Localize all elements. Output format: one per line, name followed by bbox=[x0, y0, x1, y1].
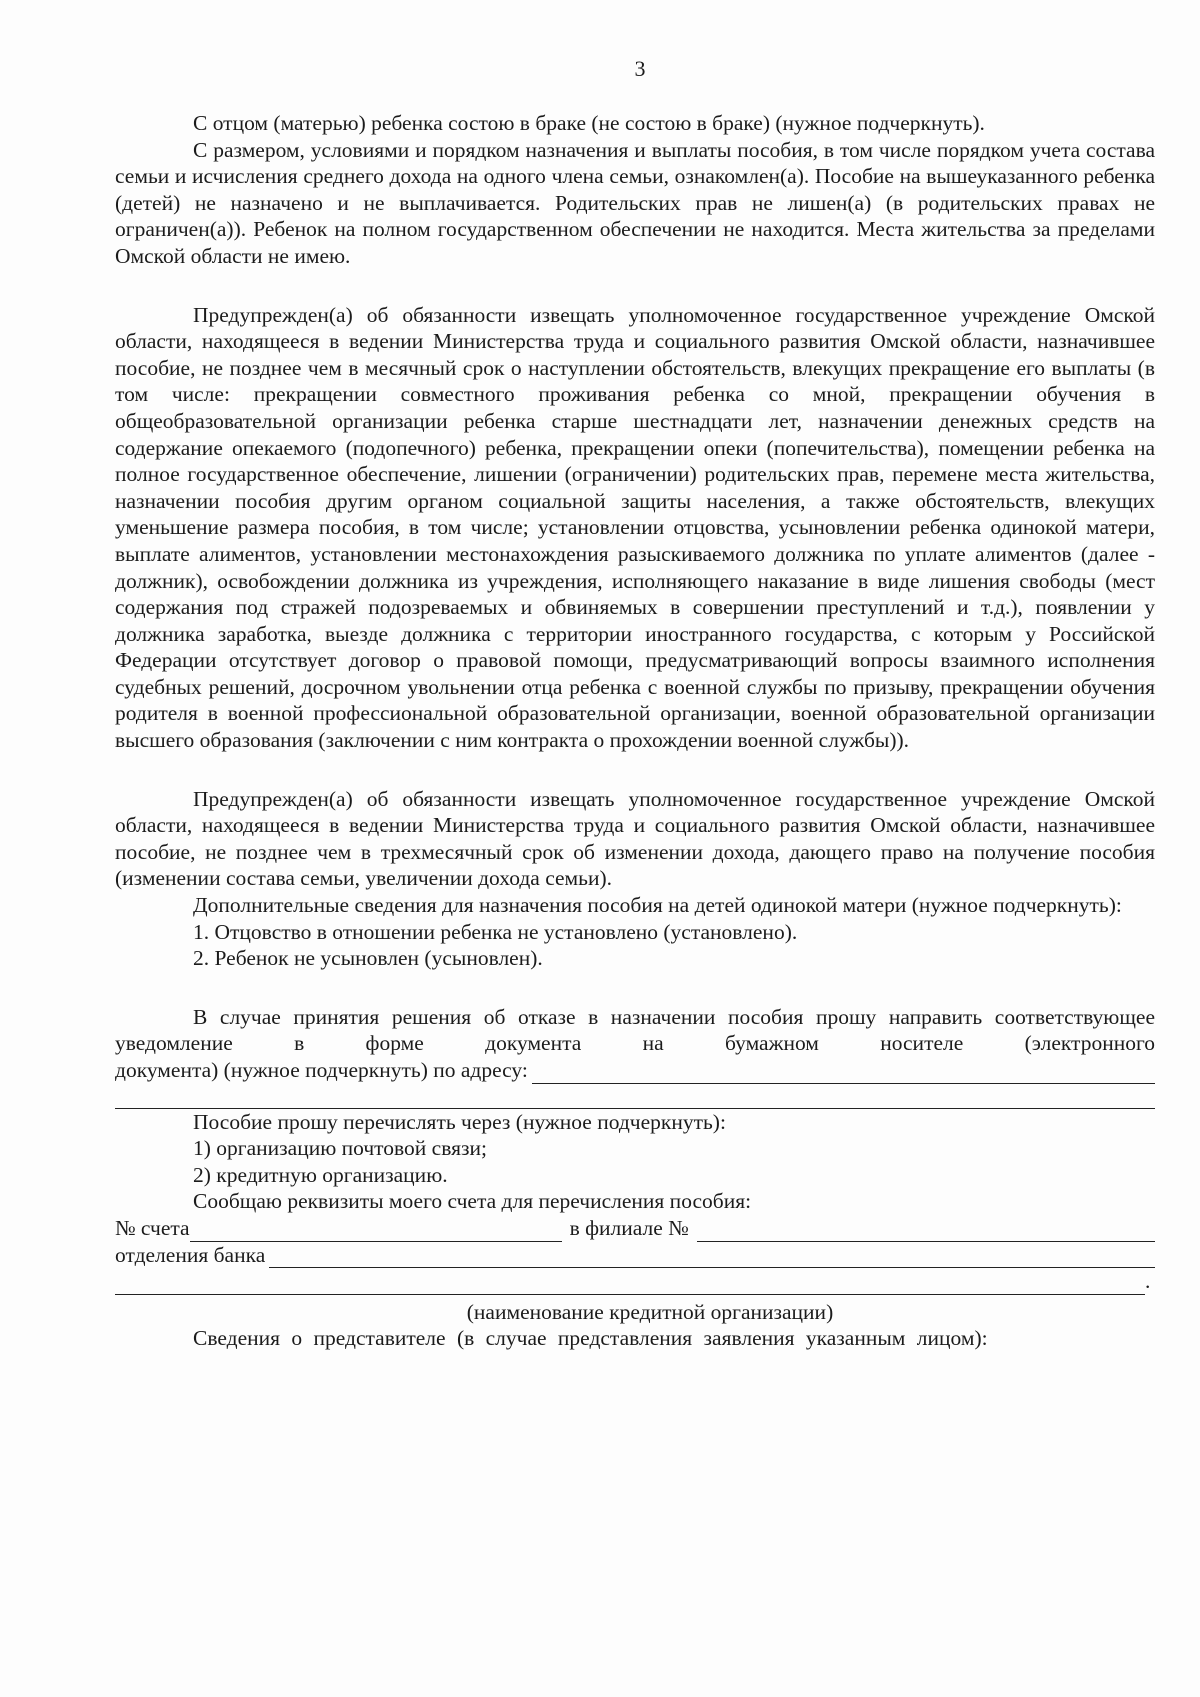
branch-number-field[interactable] bbox=[697, 1223, 1155, 1242]
account-intro: Сообщаю реквизиты моего счета для перечисления пособия: bbox=[193, 1189, 752, 1214]
page-number: 3 bbox=[634, 56, 646, 81]
refusal-notice-paragraph: В случае принятия решения об отказе в назначении пособия прошу направить соответствующее уведомление в форме документа на бумажном носителе (электронного bbox=[115, 1004, 1155, 1056]
transfer-option-post: 1) организацию почтовой связи; bbox=[193, 1136, 487, 1161]
bank-department-label: отделения банка bbox=[115, 1242, 266, 1267]
account-number-field[interactable] bbox=[190, 1223, 562, 1242]
monthly-warning-paragraph: Предупрежден(а) об обязанности извещать уполномоченное государственное учреждение Омской области, находящееся в ведении Министерства труда и социального развития Омской области, назначившее пособие, не позднее чем в месячный срок о наступлении обстоятельств, влекущих прекращение его выплаты (в том числе: прекращении совместного проживания ребенка со мной, прекращении обучения в общеобразовательной организации ребенка старше шестнадцати лет, назначении денежных средств на содержание опекаемого (подопечного) ребенка, прекращении опеки (попечительства), помещении ребенка на полное государственное обеспечение, лишении (ограничении) родительских прав, перемене места жительства, назначении пособия другим органом социальной защиты населения, а также обстоятельств, влекущих уменьшение размера пособия, в том числе; установлении отцовства, усыновлении ребенка одинокой матери, выплате алиментов, установлении местонахождения разыскиваемого должника по уплате алиментов (далее - должник), освобождении должника из учреждения, исполняющего наказание в виде лишения свободы (мест содержания под стражей подозреваемых и обвиняемых в совершении преступлений и т.д.), появлении у должника заработка, выезде должника с территории иностранного государства, с которым у Российской Федерации отсутствует договор о правовой помощи, предусматривающий вопросы взаимного исполнения судебных решений, досрочном увольнении отца ребенка с военной службы по призыву, прекращении обучения родителя в военной профессиональной образовательной организации, военной образовательной организации высшего образования (заключении с ним контракта о прохождении военной службы)). bbox=[115, 302, 1155, 753]
credit-org-caption: (наименование кредитной организации) bbox=[466, 1299, 834, 1324]
quarterly-warning-paragraph: Предупрежден(а) об обязанности извещать уполномоченное государственное учреждение Омской области, находящееся в ведении Министерства труда и социального развития Омской области, назначившее пособие, не позднее чем в трехмесячный срок об изменении дохода, дающего право на получение пособия (изменении состава семьи, увеличении дохода семьи). bbox=[115, 786, 1155, 891]
transfer-intro: Пособие прошу перечислять через (нужное подчеркнуть): bbox=[193, 1109, 726, 1134]
account-number-label: № счета bbox=[115, 1215, 190, 1240]
bank-department-field[interactable] bbox=[269, 1249, 1155, 1268]
credit-org-field[interactable] bbox=[115, 1276, 1145, 1295]
marriage-status-paragraph: С отцом (матерью) ребенка состою в браке (не состою в браке) (нужное подчеркнуть). bbox=[193, 111, 985, 135]
document-body bbox=[115, 110, 1155, 1352]
representative-info-heading: Сведения о представителе (в случае представления заявления указанным лицом): bbox=[193, 1326, 988, 1351]
trailing-period: . bbox=[1145, 1269, 1151, 1294]
account-number-row bbox=[115, 1215, 1155, 1242]
refusal-address-field[interactable] bbox=[532, 1065, 1155, 1084]
adoption-item: 2. Ребенок не усыновлен (усыновлен). bbox=[193, 946, 543, 971]
credit-org-row bbox=[115, 1268, 1155, 1295]
refusal-address-row bbox=[115, 1057, 1155, 1084]
acquaintance-paragraph: С размером, условиями и порядком назначения и выплаты пособия, в том числе порядком учета состава семьи и исчисления среднего дохода на одного члена семьи, ознакомлен(а). Пособие на вышеуказанного ребенка (детей) не назначено и не выплачивается. Родительских прав не лишен(а) (в родительских правах не ограничен(а)). Ребенок на полном государственном обеспечении не находится. Места жительства за пределами Омской области не имею. bbox=[115, 137, 1155, 268]
transfer-option-bank: 2) кредитную организацию. bbox=[193, 1162, 448, 1187]
bank-department-row bbox=[115, 1242, 1155, 1269]
paternity-item: 1. Отцовство в отношении ребенка не установлено (установлено). bbox=[193, 919, 798, 944]
additional-info-paragraph: Дополнительные сведения для назначения пособия на детей одинокой матери (нужное подчеркнуть): bbox=[193, 893, 1122, 918]
branch-label: в филиале № bbox=[569, 1215, 689, 1240]
refusal-address-label: документа) (нужное подчеркнуть) по адресу: bbox=[115, 1058, 528, 1082]
refusal-address-field-line-2[interactable] bbox=[115, 1084, 1155, 1109]
